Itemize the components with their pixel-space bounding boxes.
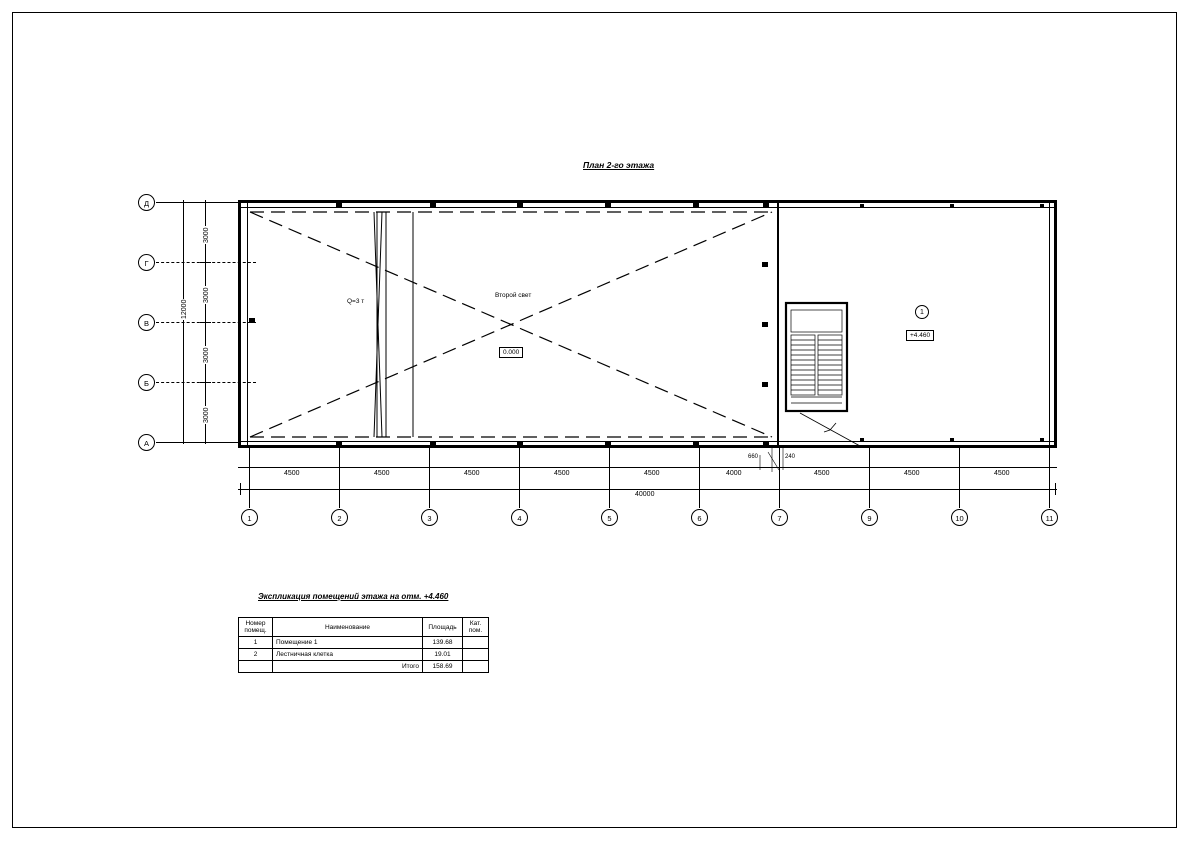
axis-bubble-4: 4 (511, 509, 528, 526)
axis-bubble-a: А (138, 434, 155, 451)
room-number-marker: 1 (915, 305, 929, 319)
dim-tick-v (200, 262, 211, 263)
axis-bubble-11: 11 (1041, 509, 1058, 526)
cell-name: Помещение 1 (273, 637, 423, 649)
dim-value-horizontal: 4500 (554, 470, 570, 477)
axis-bubble-5: 5 (601, 509, 618, 526)
header-number (239, 618, 273, 637)
axis-line-d (156, 202, 238, 203)
dim-value-total: 40000 (635, 491, 655, 498)
axis-bubble-10: 10 (951, 509, 968, 526)
header-number-line1: Номер (245, 620, 266, 627)
dim-value-vertical-total: 12000 (181, 299, 188, 319)
dim-value-vertical: 3000 (203, 287, 210, 303)
cell-category (463, 649, 489, 661)
axis-leader (249, 448, 250, 508)
cell-name: Лестничная клетка (273, 649, 423, 661)
dim-chain-horizontal-total (238, 489, 1057, 490)
header-number-line2: помещ. (244, 627, 267, 634)
cell-number: 1 (239, 637, 273, 649)
axis-bubble-2: 2 (331, 509, 348, 526)
cell-empty (239, 661, 273, 673)
axis-leader (699, 448, 700, 508)
axis-bubble-3: 3 (421, 509, 438, 526)
axis-leader (959, 448, 960, 508)
dim-value-horizontal: 4500 (904, 470, 920, 477)
label-crane-capacity: Q=3 т (347, 298, 365, 305)
table-total-row (239, 661, 489, 673)
axis-leader (1049, 448, 1050, 508)
header-category (463, 618, 489, 637)
axis-leader (609, 448, 610, 508)
axis-bubble-7: 7 (771, 509, 788, 526)
dim-value-horizontal: 4500 (374, 470, 390, 477)
dim-value-horizontal: 4500 (464, 470, 480, 477)
dim-chain-horizontal (238, 467, 1057, 468)
dim-value-horizontal: 4500 (814, 470, 830, 477)
dim-value-horizontal: 4500 (284, 470, 300, 477)
axis-bubble-d: Д (138, 194, 155, 211)
axis-leader (519, 448, 520, 508)
cell-number: 2 (239, 649, 273, 661)
level-tag-zero: 0.000 (499, 347, 523, 358)
cell-area: 139.68 (423, 637, 463, 649)
axis-bubble-v: В (138, 314, 155, 331)
axis-line-a (156, 442, 238, 443)
axis-bubble-g: Г (138, 254, 155, 271)
table-row (239, 649, 489, 661)
dim-chain-vertical-total (183, 200, 184, 444)
dim-tick-total (240, 483, 241, 495)
header-name: Наименование (273, 618, 423, 637)
plan-title: План 2-го этажа (583, 160, 655, 170)
cell-total-label: Итого (273, 661, 423, 673)
axis-leader (869, 448, 870, 508)
dim-tick-v (200, 202, 211, 203)
cell-empty (463, 661, 489, 673)
dim-value-small: 660 (748, 454, 759, 460)
table-row (239, 637, 489, 649)
dim-value-horizontal: 4000 (726, 470, 742, 477)
dim-tick-v (200, 382, 211, 383)
cell-category (463, 637, 489, 649)
dim-value-horizontal: 4500 (644, 470, 660, 477)
dim-value-small: 240 (785, 454, 796, 460)
level-tag-second-floor: +4.460 (906, 330, 934, 341)
dim-value-horizontal: 4500 (994, 470, 1010, 477)
dim-tick-v (200, 442, 211, 443)
header-category-line1: Кат. (469, 620, 482, 627)
dim-tick-total (1055, 483, 1056, 495)
dim-value-vertical: 3000 (203, 347, 210, 363)
axis-leader (429, 448, 430, 508)
label-second-light: Второй свет (495, 292, 532, 299)
dim-value-vertical: 3000 (203, 407, 210, 423)
axis-bubble-9: 9 (861, 509, 878, 526)
axis-leader (779, 448, 780, 508)
cell-total-area: 158.69 (423, 661, 463, 673)
header-area: Площадь (423, 618, 463, 637)
header-category-line2: пом. (468, 627, 483, 634)
axis-bubble-6: 6 (691, 509, 708, 526)
explication-table (238, 617, 489, 673)
axis-bubble-b: Б (138, 374, 155, 391)
table-header-row (239, 618, 489, 637)
axis-leader (339, 448, 340, 508)
dim-tick-v (200, 322, 211, 323)
dim-value-vertical: 3000 (203, 227, 210, 243)
explication-title: Экспликация помещений этажа на отм. +4.460 (258, 592, 449, 601)
axis-bubble-1: 1 (241, 509, 258, 526)
cell-area: 19.01 (423, 649, 463, 661)
